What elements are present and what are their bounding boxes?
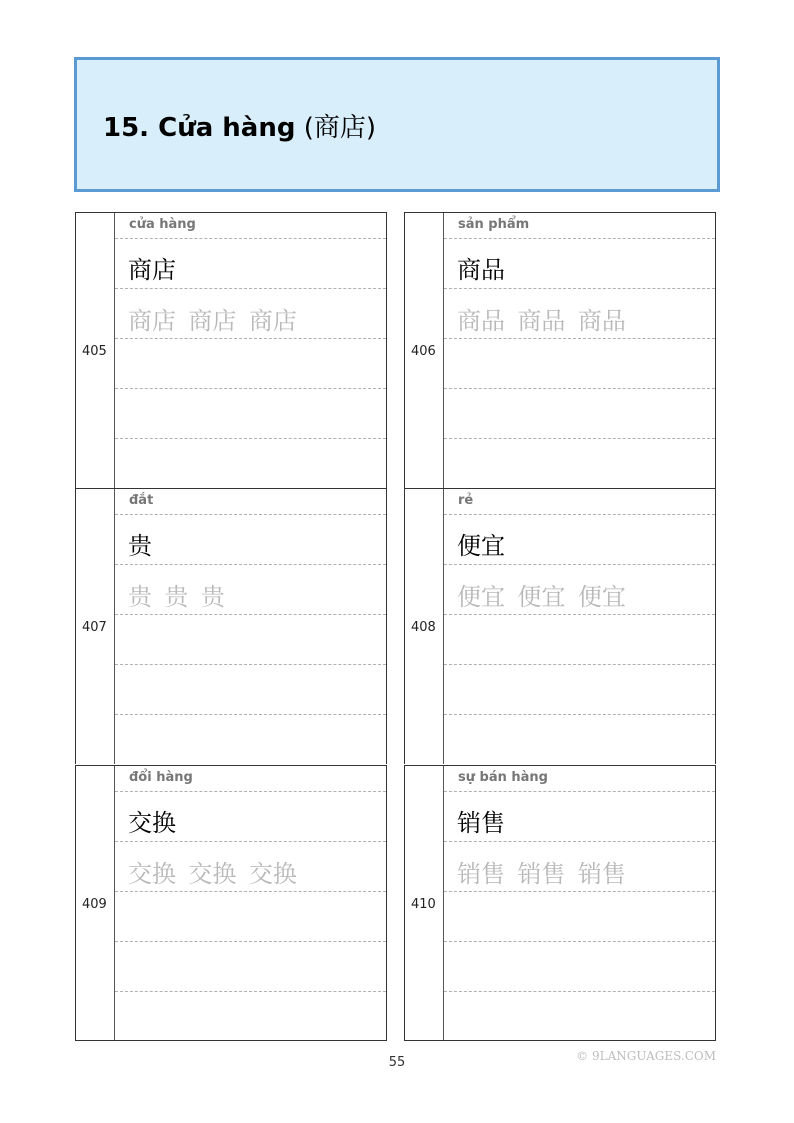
trace-text: 便宜 便宜 便宜 [457,583,626,611]
lesson-title-box [74,57,720,192]
vocab-word: 便宜 [457,532,505,560]
vocab-number: 405 [82,344,107,359]
trace-text: 销售 销售 销售 [457,860,626,888]
pronunciation: đắt [129,493,154,508]
vocab-card [404,212,716,488]
vocab-number: 408 [411,620,436,635]
writing-area [444,213,715,488]
number-column [405,213,444,488]
copyright-notice: © 9LANGUAGES.COM [576,1049,716,1063]
vocab-card [75,488,387,764]
pronunciation: sản phẩm [458,217,530,232]
writing-area [115,489,386,764]
vocab-card [404,488,716,764]
writing-area [444,489,715,764]
pronunciation: đổi hàng [129,770,193,785]
lesson-title-vi: 15. Cửa hàng [103,113,296,143]
vocab-word: 交换 [128,809,176,837]
lesson-title [103,107,376,144]
number-column [405,489,444,764]
vocab-number: 410 [411,897,436,912]
vocab-card [404,765,716,1041]
vocab-card [75,765,387,1041]
writing-area [115,766,386,1040]
vocab-number: 407 [82,620,107,635]
vocab-word: 商店 [128,256,176,284]
page-number: 55 [388,1055,406,1070]
number-column [405,766,444,1040]
pronunciation: cửa hàng [129,217,196,232]
vocab-card [75,212,387,488]
trace-text: 交换 交换 交换 [128,860,297,888]
number-column [76,213,115,488]
trace-text: 商品 商品 商品 [457,307,626,335]
trace-text: 贵 贵 贵 [128,583,225,611]
lesson-title-zh: (商店) [303,113,377,143]
trace-text: 商店 商店 商店 [128,307,297,335]
vocab-number: 406 [411,344,436,359]
pronunciation: rẻ [458,493,474,508]
writing-area [444,766,715,1040]
number-column [76,489,115,764]
vocab-number: 409 [82,897,107,912]
number-column [76,766,115,1040]
vocab-word: 商品 [457,256,505,284]
writing-area [115,213,386,488]
pronunciation: sự bán hàng [458,770,548,785]
vocab-word: 销售 [457,809,505,837]
vocab-word: 贵 [128,532,152,560]
